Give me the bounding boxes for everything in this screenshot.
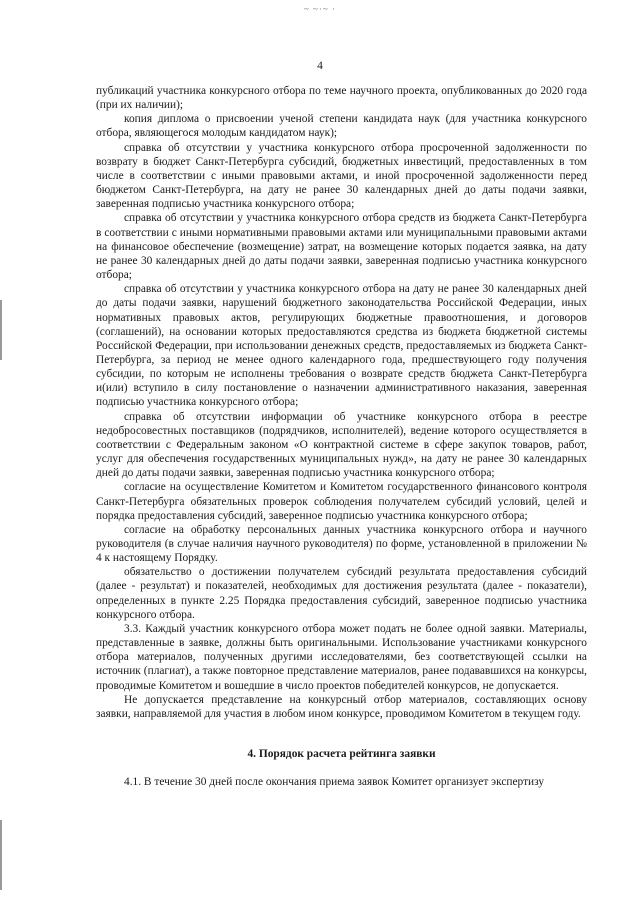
paragraph-violations-certificate: справка об отсутствии у участника конкурсного отбора на дату не ранее 30 календарных дней до даты подачи заявки, нарушений бюджетного законодательства Российской Федерации, иных нормативных правовых актов, регулирующих бюджетные правоотношения, и договоров (соглашений), на основании которых предоставляются средства из бюджета бюджетной системы Российской Федерации, при использовании денежных средств, предоставляемых из бюджета Санкт-Петербурга, за период не менее одного календарного года, предшествующего году получения субсидии, по которым не исполнены требования о возврате средств бюджета Санкт-Петербурга и(или) вступило в силу постановление о назначении административного наказания, заверенная подписью участника конкурсного отбора; xyxy=(96,283,587,409)
paragraph-registry-certificate: справка об отсутствии информации об участнике конкурсного отбора в реестре недобросовестных поставщиков (подрядчиков, исполнителей), ведение которого осуществляется в соответствии с Федеральным законом «О контрактной системе в сфере закупок товаров, работ, услуг для обеспечения государственных муниципальных нужд», на дату не ранее 30 календарных дней до даты подачи заявки, заверенная подписью участника конкурсного отбора; xyxy=(96,410,587,480)
paragraph-budget-funds-certificate: справка об отсутствии у участника конкурсного отбора средств из бюджета Санкт-Петербурга в соответствии с иными нормативными правовыми актами или муниципальными правовыми актами на финансовое обеспечение (возмещение) затрат, на возмещение которых подается заявка, на дату не ранее 30 календарных дней до даты подачи заявки, заверенная подписью участника конкурсного отбора; xyxy=(96,212,587,282)
scan-artifact: ~ ~·~ · xyxy=(303,4,337,14)
paragraph-results-obligation: обязательство о достижении получателем субсидий результата предоставления субсидий (далее - результат) и показателей, необходимых для достижения результата (далее - показатели), определенных в пункте 2.25 Порядка предоставления субсидий, заверенное подписью участника конкурсного отбора. xyxy=(96,566,587,621)
page-number: 4 xyxy=(317,60,323,72)
section-heading-4: 4. Порядок расчета рейтинга заявки xyxy=(247,748,436,761)
scan-edge-mark xyxy=(0,300,2,360)
paragraph-4-1-start: 4.1. В течение 30 дней после окончания приема заявок Комитет организует экспертизу xyxy=(124,776,545,789)
paragraph-diploma-copy: копия диплома о присвоении ученой степени кандидата наук (для участника конкурсного отбора, являющегося молодым кандидатом наук); xyxy=(96,113,587,140)
scan-edge-mark xyxy=(0,820,2,890)
paragraph-inspection-consent: согласие на осуществление Комитетом и Комитетом государственного финансового контроля Санкт-Петербурга обязательных проверок соблюдения получателем субсидий условий, целей и порядка предоставления субсидий, заверенное подписью участника конкурсного отбора; xyxy=(96,481,587,522)
paragraph-no-duplicate-materials: Не допускается представление на конкурсный отбор материалов, составляющих основу заявки, направляемой для участия в любом ином конкурсе, проводимом Комитетом в текущем году. xyxy=(96,693,587,720)
document-body xyxy=(96,84,587,789)
paragraph-personal-data-consent: согласие на обработку персональных данных участника конкурсного отбора и научного руководителя (в случае наличия научного руководителя) по форме, установленной в приложении № 4 к настоящему Порядку. xyxy=(96,523,587,565)
paragraph-3-3: 3.3. Каждый участник конкурсного отбора может подать не более одной заявки. Материалы, представленные в заявке, должны быть оригинальными. Использование участниками конкурсного отбора материалов, полученных другими исследователями, без соответствующей ссылки на источник (плагиат), а также повторное представление материалов, ранее подававшихся на конкурсы, проводимые Комитетом и вошедшие в число проектов победителей конкурсов, не допускается. xyxy=(96,622,587,692)
paragraph-debt-certificate: справка об отсутствии у участника конкурсного отбора просроченной задолженности по возврату в бюджет Санкт-Петербурга субсидий, бюджетных инвестиций, предоставленных в том числе в соответствии с иными правовыми актами, и иной просроченной задолженности перед бюджетом Санкт-Петербурга, на дату не ранее 30 календарных дней до даты подачи заявки, заверенная подписью участника конкурсного отбора; xyxy=(96,141,587,211)
paragraph-publications-continued: публикаций участника конкурсного отбора по теме научного проекта, опубликованных до 2020 года (при их наличии); xyxy=(96,85,587,112)
